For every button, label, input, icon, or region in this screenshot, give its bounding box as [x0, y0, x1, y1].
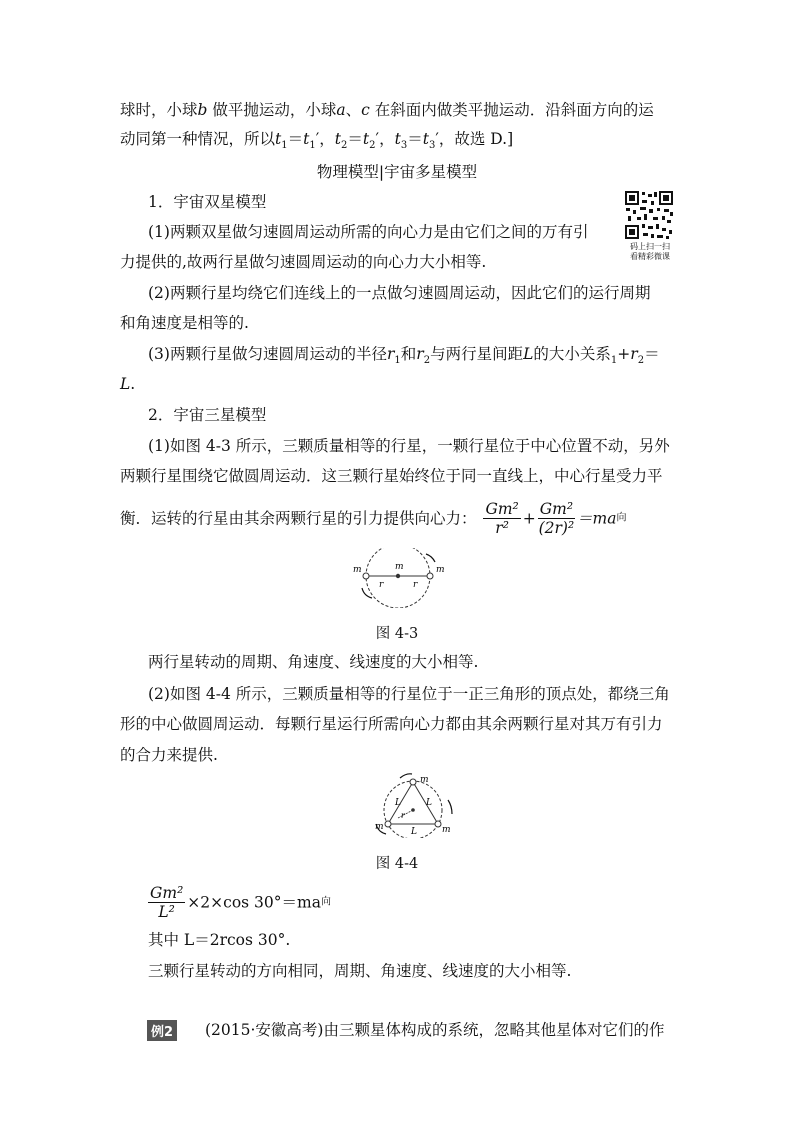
label-r: r [379, 580, 384, 590]
label-m: m [375, 822, 384, 832]
text-line: (3)两颗行星做匀速圆周运动的半径$r_1$和$r_2$与两行星间距L的大小关系$_1+r_2=$ [148, 345, 660, 367]
label-L: L [411, 827, 417, 837]
text-line: (2)两颗行星均绕它们连线上的一点做匀速圆周运动，因此它们的运行周期 [148, 284, 651, 302]
formula-line: $\frac{\text{Gm²}}{\text{L²}}$ ×2×cos 30°＝ma向 [150, 884, 331, 921]
text-line: (1)两颗双星做匀速圆周运动所需的向心力是由它们之间的万有引 [148, 223, 589, 241]
text-line: 和角速度是相等的. [120, 314, 249, 332]
text-line: 形的中心做圆周运动．每颗行星运行所需向心力都由其余两颗行星对其万有引力 [120, 715, 663, 733]
qr-caption: 码上扫一扫 看精彩微课 [630, 242, 670, 261]
label-L: L [426, 798, 432, 808]
text-line: (2015·安徽高考)由三颗星体构成的系统，忽略其他星体对它们的作 [205, 1021, 665, 1039]
fraction: $\frac{\text{Gm²}}{\text{r²}}$ [485, 500, 519, 537]
heading-triple: 2．宇宙三星模型 [148, 406, 267, 424]
text-line: (1)如图 4-3 所示，三颗质量相等的行星，一颗行星位于中心位置不动，另外 [148, 437, 670, 455]
label-m: m [442, 825, 451, 835]
figure-caption: 图 4-4 [375, 856, 419, 872]
text-line: 力提供的,故两行星做匀速圆周运动的向心力大小相等. [120, 253, 487, 271]
qr-code[interactable] [624, 190, 674, 240]
text-line: 两行星转动的周期、角速度、线速度的大小相等. [148, 653, 479, 671]
label-r: r [401, 811, 405, 820]
example-badge: 例2 [147, 1020, 177, 1041]
text-line: L. [120, 375, 136, 393]
label-m: m [436, 565, 445, 575]
text-line: 三颗行星转动的方向相同，周期、角速度、线速度的大小相等. [148, 962, 572, 980]
figure-4-3 [340, 548, 455, 608]
label-m: m [420, 775, 429, 785]
fraction: $\frac{\text{Gm²}}{\text{L²}}$ [150, 884, 184, 921]
heading-binary: 1．宇宙双星模型 [148, 193, 267, 211]
text-line: 球时，小球b 做平抛运动，小球a、c 在斜面内做类平抛运动．沿斜面方向的运 [120, 101, 654, 119]
label-m: m [395, 562, 404, 572]
text-line: 其中 L＝2rcos 30°. [148, 931, 291, 949]
figure-4-4 [368, 772, 458, 838]
fraction: $\frac{\text{Gm²}}{\text{(2r)²}}$ [538, 500, 575, 537]
label-r: r [413, 580, 418, 590]
formula-line: 衡．运转的行星由其余两颗行星的引力提供向心力： $\frac{\text{Gm²}}{\text{r²}}$ + $\frac{\text{Gm²}}{\text{(2r)²}}$ ＝ma向 [120, 500, 627, 537]
label-m: m [353, 565, 362, 575]
label-L: L [395, 798, 401, 808]
text-line: (2)如图 4-4 所示，三颗质量相等的行星位于一正三角形的顶点处，都绕三角 [148, 685, 670, 703]
text-line: 动同第一种情况，所以$t_1=t_1'$，$t_2=t_2'$，$t_3=t_3'$，故选 D.] [120, 130, 514, 152]
figure-caption: 图 4-3 [375, 626, 419, 642]
text-line: 两颗行星围绕它做圆周运动．这三颗行星始终位于同一直线上，中心行星受力平 [120, 467, 663, 485]
text-line: 的合力来提供. [120, 746, 218, 764]
section-title: 物理模型|宇宙多星模型 [316, 163, 478, 181]
